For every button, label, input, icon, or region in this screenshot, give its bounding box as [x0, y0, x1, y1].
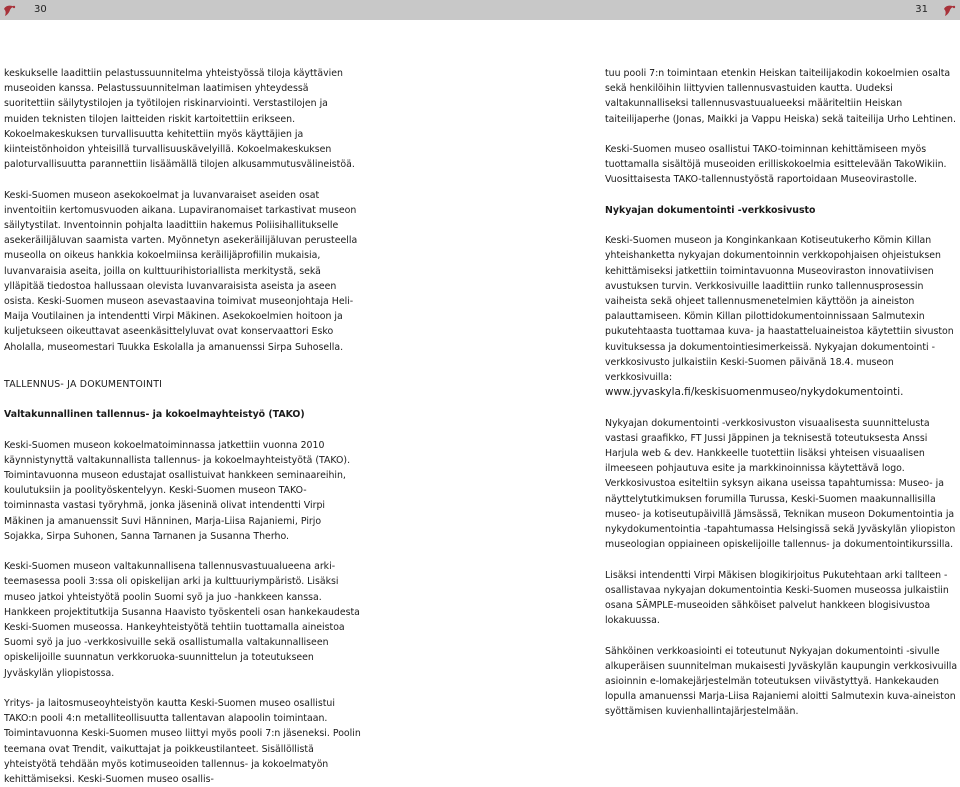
website-url-link[interactable]: www.jyvaskyla.fi/keskisuomenmuseo/nykydokumentointi. — [605, 386, 904, 399]
paragraph: tuu pooli 7:n toimintaan etenkin Heiskan taiteilijakodin kokoelmien osalta sekä henkilöihin liittyvien tallennusvastuiden kautta. Uudeksi valtakunnalliseksi tallennusvastuualueeksi määriteltiin Heiskan taiteilijaperhe (Jonas, Maikki ja Vappu Heiska) sekä taiteilija Urho Lehtinen. — [605, 68, 956, 125]
section-title: TALLENNUS- JA DOKUMENTOINTI — [4, 378, 163, 390]
subheading: Valtakunnallinen tallennus- ja kokoelmayhteistyö (TAKO) — [4, 409, 305, 421]
paragraph: Keski-Suomen museon asekokoelmat ja luvanvaraiset aseiden osat inventoitiin kertomusvuoden aikana. Lupaviranomaiset tarkastivat museon säilytystilat. Inventoinnin pohjalta laadittiin hakemus Poliisihallitukselle asekeräilijäluvan saamista varten. Myönnetyn asekeräilijäluvan perusteella museolla on oikeus hankkia kokoelmiinsa keräilijäprofiilin mukaisia, luvanvaraisia aseita, joilla on kulttuurihistoriallista merkitystä, sekä ylläpitää tiedostoa hallussaan olevista luvanvaraisista aseista ja aseen osista. Keski-Suomen museon asevastaavina toimivat museonjohtaja Heli-Maija Voutilainen ja intendentti Virpi Mäkinen. Asekokoelmien hoitoon ja kuljetukseen oikeuttavat aseenkäsittelyluvat ovat konservaattori Esko Aholalla, museomestari Tuukka Eskolalla ja amanuenssi Sirpa Suhosella. — [4, 189, 358, 353]
paragraph: Yritys- ja laitosmuseoyhteistyön kautta Keski-Suomen museo osallistui TAKO:n pooli 4:n metalliteollisuutta tallentavan alapoolin toimintaan. Toimintavuonna Keski-Suomen museo liittyi myös pooli 7:n jäseneksi. Poolin teemana ovat Trendit, vaikuttajat ja poikkeustilanteet. Sisällöllistä yhteistyötä tehdään myös kotimuseoiden tallennus- ja kokoelmatyön kehittämiseksi. Keski-Suomen museo osallis- — [4, 698, 361, 786]
paragraph: Sähköinen verkkoasiointi ei toteutunut Nykyajan dokumentointi -sivulle alkuperäisen suunnitelman mukaisesti Jyväskylän kaupungin verkkosivuilla asioinnin e-lomakejärjestelmän toteutuksen viivästyttyä. Hankekauden lopulla amanuenssi Marja-Liisa Rajaniemi aloitti Salmutexin kuva-aineiston syöttämisen kuvienhallintajärjestelmään. — [605, 645, 958, 718]
bird-logo-icon — [2, 2, 18, 18]
paragraph: Keski-Suomen museon kokoelmatoiminnassa jatkettiin vuonna 2010 käynnistynyttä valtakunnallista tallennus- ja kokoelmayhteistyötä (TAKO). Toimintavuonna museon edustajat osallistuivat hankkeen seminaareihin, koulutuksiin ja poolityöskentelyyn. Keski-Suomen museon TAKO-toiminnasta vastasi työryhmä, jonka jäseninä olivat intendentti Virpi Mäkinen ja amanuenssit Suvi Hänninen, Marja-Liisa Rajaniemi, Pirjo Sojakka, Sirpa Suhonen, Sanna Tarnanen ja Susanna Therho. — [4, 439, 351, 542]
page-header-bar — [0, 0, 960, 20]
bird-logo-icon — [942, 2, 958, 18]
paragraph: keskukselle laadittiin pelastussuunnitelma yhteistyössä tiloja käyttävien museoiden kanssa. Pelastussuunnitelman laatimisen yhteydessä suoritettiin säilytystilojen ja työtilojen riskinarviointi. Verstastilojen ja muiden teknisten tilojen laitteiden riskit kartoitettiin erikseen. Kokoelmakeskuksen turvallisuutta kehitettiin myös käyttäjien ja kiinteistönhoidon yhteisillä turvallisuuskävelyillä. Kokoelmakeskuksen paloturvallisuutta parannettiin lisäämällä tilojen alkusammutusvälineistöä. — [4, 68, 355, 171]
paragraph: Keski-Suomen museon valtakunnallisena tallennusvastuualueena arki-teemasessa pooli 3:ssa oli opiskelijan arki ja kulttuuriympäristö. Lisäksi museo jatkoi yhteistyötä poolin Suomi syö ja juo -hankkeen kanssa. Hankkeen projektitutkija Susanna Haavisto työskenteli osan hankekaudesta Keski-Suomen museossa. Hankeyhteistyötä tehtiin tuottamalla aineistoa Suomi syö ja juo -verkkosivuille sekä osallistumalla valtakunnalliseen opiskelijoille suunnatun verkkoruoka-suunnittelun ja toteutukseen Jyväskylän yliopistossa. — [4, 561, 360, 679]
paragraph: Keski-Suomen museo osallistui TAKO-toiminnan kehittämiseen myös tuottamalla sisältöjä museoiden erilliskokoelmia esittelevään TakoWikiin. Vuosittaisesta TAKO-tallennustyöstä raportoidaan Museovirastolle. — [605, 144, 947, 186]
right-page-column — [605, 66, 960, 720]
paragraph: Keski-Suomen museon ja Konginkankaan Kotiseutukerho Kömin Killan yhteishanketta nykyajan dokumentoinnin verkkopohjaisen ohjeistuksen kehittämiseksi jatkettiin toimintavuonna Museoviraston innovatiivisen avustuksen turvin. Verkkosivuille laadittiin runko tallennusprosessin vaiheista sekä ohjeet tallennusmenetelmien käyttöön ja aineiston palauttamiseen. Kömin Killan pilottidokumentoinnissaan Salmutexin pukutehtaasta tuottamaa kuva- ja haastatteluaineistoa käytettiin sivuston kuvituksessa ja dokumentointiesimerkeissä. Nykyajan dokumentointi -verkkosivusto julkaistiin Keski-Suomen päivänä 18.4. museon verkkosivuilla: — [605, 235, 954, 384]
subheading: Nykyajan dokumentointi -verkkosivusto — [605, 204, 816, 216]
left-page-column — [4, 66, 362, 787]
page-number-left: 30 — [34, 4, 47, 15]
paragraph: Lisäksi intendentti Virpi Mäkisen blogikirjoitus Pukutehtaan arki tallteen - osallistavaa nykyajan dokumentointia Keski-Suomen museossa julkaistiin osana SÄMPLE-museoiden sähköiset palvelut hankkeen blogisivustoa lokakuussa. — [605, 569, 949, 627]
page-number-right: 31 — [915, 4, 928, 15]
paragraph: Nykyajan dokumentointi -verkkosivuston visuaalisesta suunnittelusta vastasi graafikko, FT Jussi Jäppinen ja teknisestä toteutuksesta Anssi Harjula web & dev. Hankkeelle tuotettiin lisäksi yhteisen visuaalisen ilmeeseen pohjautuva esite ja markkinoinnissa käytettävä logo. Verkkosivustoa esiteltiin syksyn aikana useissa tapahtumissa: Museo- ja näyttelytutkimuksen forumilla Turussa, Keski-Suomen maakunnallisilla museo- ja kotiseutupäivillä Jämsässä, Teknikan museon Dokumentointia ja nykydokumentointia -tapahtumassa Helsingissä sekä Jyväskylän yliopiston museologian oppiaineen opiskelijoille tallennus- ja dokumentointikurssilla. — [605, 417, 956, 551]
